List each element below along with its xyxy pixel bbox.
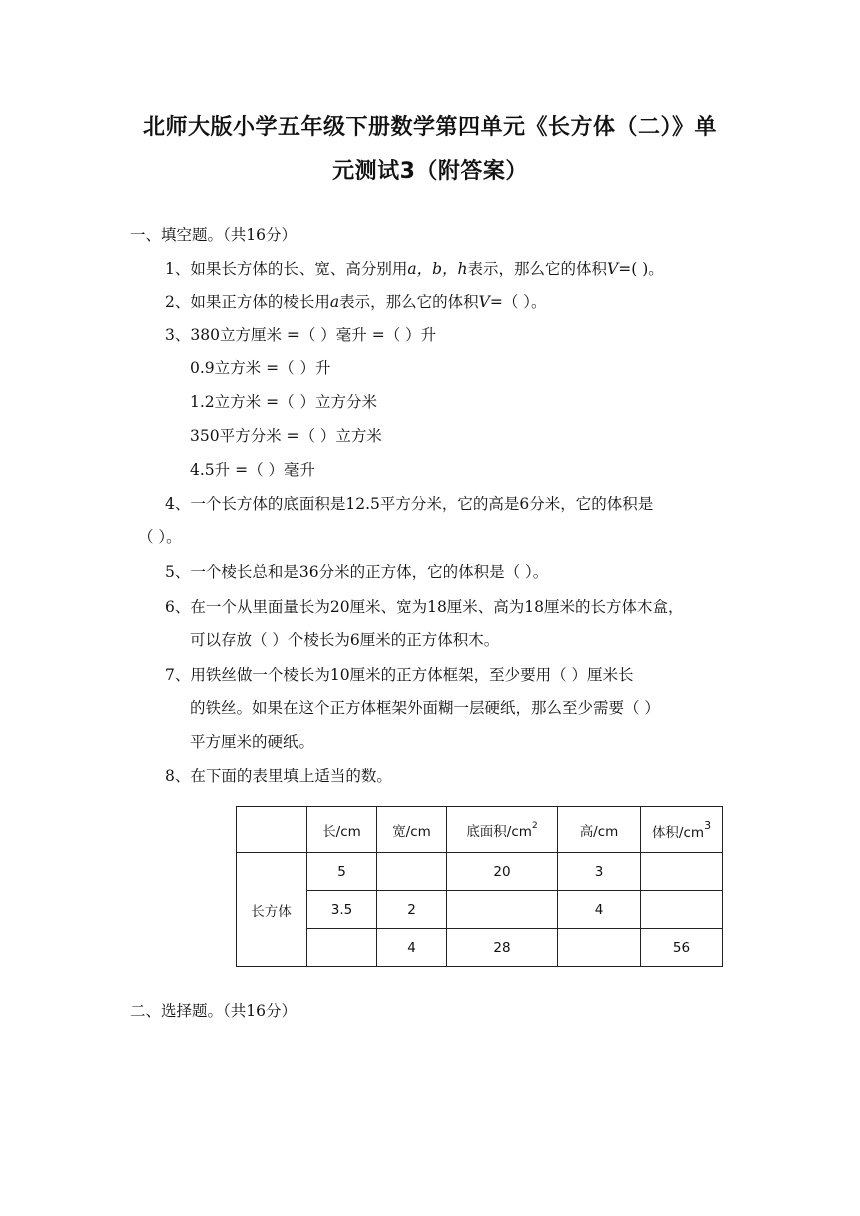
table-cell: 3.5 — [307, 891, 377, 929]
table-header-volume — [641, 807, 723, 853]
table-cell: 4 — [558, 891, 641, 929]
table-row-label: 长方体 — [237, 853, 307, 967]
question-3-line-1: 3、380立方厘米 =（ ）毫升 =（ ）升 — [165, 326, 437, 344]
table-cell — [641, 891, 723, 929]
question-4-line-2: （ ）。 — [138, 528, 182, 546]
question-7-line-3: 平方厘米的硬纸。 — [190, 733, 315, 751]
table-row — [237, 891, 723, 929]
question-1-text-b: 表示，那么它的体积 — [467, 260, 608, 278]
question-1-variables: a，b，h — [407, 260, 468, 278]
table-row — [237, 929, 723, 967]
table-header-length: 长/cm — [307, 807, 377, 853]
question-2-text-a: 2、如果正方体的棱长用 — [165, 293, 330, 311]
table-header-width: 宽/cm — [377, 807, 447, 853]
table-row — [237, 853, 723, 891]
question-1-text-a: 1、如果长方体的长、宽、高分别用 — [165, 260, 408, 278]
question-5: 5、一个棱长总和是36分米的正方体，它的体积是（ ）。 — [165, 563, 549, 581]
table-cell — [377, 853, 447, 891]
question-2-text-c: =（ ）。 — [489, 293, 547, 311]
table-cell: 28 — [447, 929, 558, 967]
question-4-line-1: 4、一个长方体的底面积是12.5平方分米，它的高是6分米，它的体积是 — [165, 495, 654, 513]
question-8: 8、在下面的表里填上适当的数。 — [165, 767, 392, 785]
table-header-base-area-sup: 2 — [531, 820, 538, 831]
table-cell — [558, 929, 641, 967]
table-header-base-area-label: 底面积/cm — [466, 823, 532, 840]
table-header-row — [237, 807, 723, 853]
table-cell: 4 — [377, 929, 447, 967]
table-cell: 3 — [558, 853, 641, 891]
question-7-line-2: 的铁丝。如果在这个正方体框架外面糊一层硬纸，那么至少需要（ ） — [190, 699, 660, 717]
question-1-text-c: =( )。 — [618, 260, 664, 278]
question-3-line-5: 4.5升 =（ ）毫升 — [190, 461, 315, 479]
question-1 — [165, 258, 664, 280]
question-6-line-2: 可以存放（ ）个棱长为6厘米的正方体积木。 — [190, 631, 500, 649]
question-6-line-1: 6、在一个从里面量长为20厘米、宽为18厘米、高为18厘米的长方体木盒， — [165, 598, 684, 616]
question-2-volume-symbol: V — [478, 293, 490, 311]
question-2-text-b: 表示，那么它的体积 — [339, 293, 479, 311]
question-3-line-4: 350平方分米 =（ ）立方米 — [190, 427, 382, 445]
question-2 — [165, 291, 547, 313]
question-7-line-1: 7、用铁丝做一个棱长为10厘米的正方体框架，至少要用（ ）厘米长 — [165, 666, 634, 684]
section-2-heading: 二、选择题。（共16分） — [130, 1002, 297, 1020]
question-1-volume-symbol: V — [607, 260, 619, 278]
table-header-cell-blank — [237, 807, 307, 853]
document-title-line-1: 北师大版小学五年级下册数学第四单元《长方体（二）》单 — [142, 115, 717, 140]
section-1-heading: 一、填空题。（共16分） — [130, 226, 297, 244]
table-cell — [447, 891, 558, 929]
question-2-variable: a — [329, 293, 340, 311]
table-cell: 56 — [641, 929, 723, 967]
table-cell — [307, 929, 377, 967]
table-cell: 20 — [447, 853, 558, 891]
fill-in-table — [236, 806, 723, 967]
question-3-line-2: 0.9立方米 =（ ）升 — [190, 359, 331, 377]
question-3-line-3: 1.2立方米 =（ ）立方分米 — [190, 393, 377, 411]
table-header-height: 高/cm — [558, 807, 641, 853]
table-cell — [641, 853, 723, 891]
table-cell: 5 — [307, 853, 377, 891]
table-header-volume-sup: 3 — [704, 818, 712, 832]
table-cell: 2 — [377, 891, 447, 929]
table-header-base-area — [447, 807, 558, 853]
table-header-volume-label: 体积/cm — [651, 824, 705, 841]
document-title-line-2: 元测试3（附答案） — [332, 159, 528, 184]
